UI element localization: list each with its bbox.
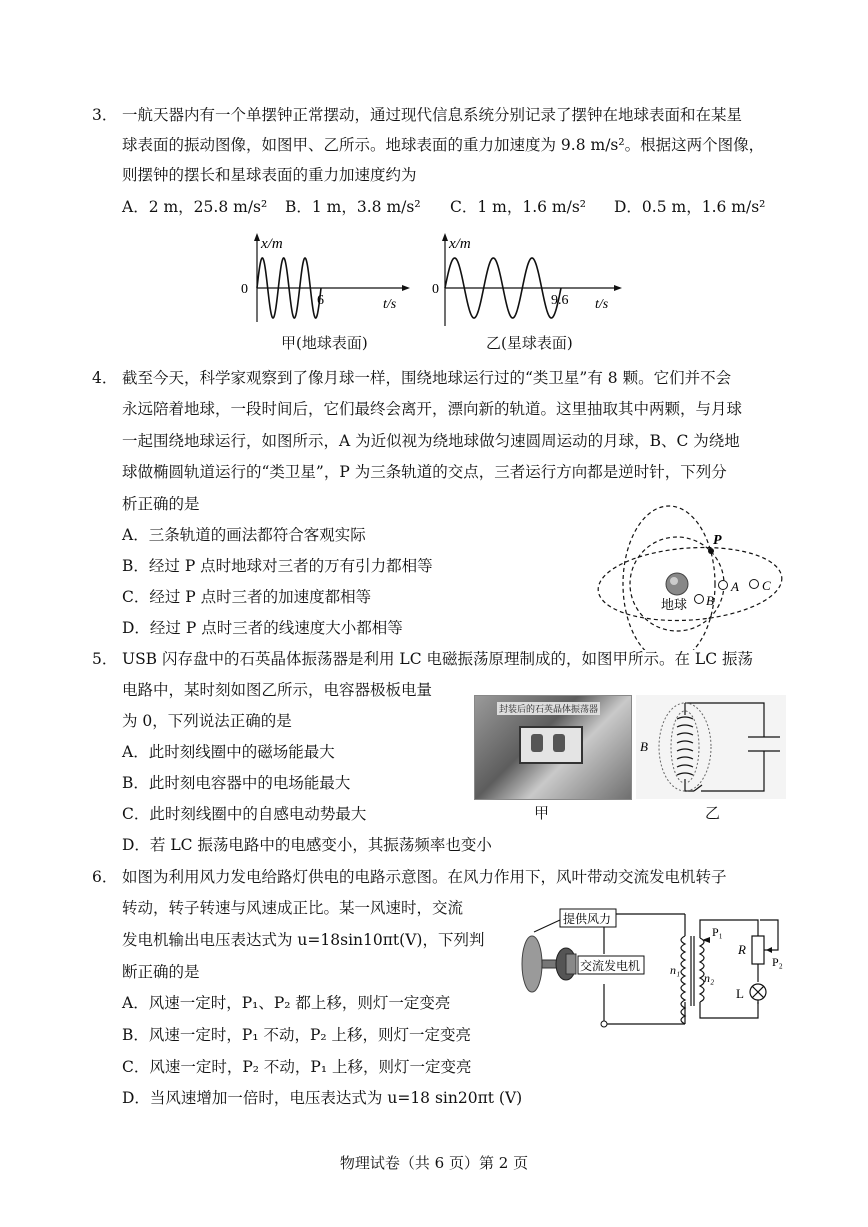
q6-option-c: C．风速一定时，P₂ 不动，P₁ 上移，则灯一定变亮	[122, 1058, 472, 1076]
q3-option-c: C．1 m，1.6 m/s²	[450, 198, 587, 216]
q6-n1-label: n₁	[670, 963, 681, 977]
q4-option-d: D．经过 P 点时三者的线速度大小都相等	[122, 619, 403, 637]
q6-option-d: D．当风速增加一倍时，电压表达式为 u=18 sin20πt (V)	[122, 1089, 523, 1107]
q3-graph1-ylabel: x/m	[261, 236, 283, 252]
q3-text-line2: 球表面的振动图像，如图甲、乙所示。地球表面的重力加速度为 9.8 m/s²。根据这两个图像，	[122, 136, 765, 154]
q5-number: 5．	[92, 650, 118, 668]
q6-option-a: A．风速一定时，P₁、P₂ 都上移，则灯一定变亮	[122, 994, 451, 1012]
q3-graph2-origin: 0	[432, 282, 439, 297]
q5-option-a: A．此时刻线圈中的磁场能最大	[122, 743, 335, 761]
q4-text-line4: 球做椭圆轨道运行的“类卫星”，P 为三条轨道的交点，三者运行方向都是逆时针，下列分	[122, 463, 727, 481]
q5-text-line3: 为 0，下列说法正确的是	[122, 712, 292, 730]
q4-option-a: A．三条轨道的画法都符合客观实际	[122, 526, 366, 544]
q4-text-line3: 一起围绕地球运行，如图所示，A 为近似视为绕地球做匀速圆周运动的月球，B、C 为绕地	[122, 432, 740, 450]
q3-number: 3．	[92, 106, 118, 124]
q5-caption-jia: 甲	[534, 804, 550, 822]
q5-text-line1: USB 闪存盘中的石英晶体振荡器是利用 LC 电磁振荡原理制成的，如图甲所示。在 LC 振荡	[122, 650, 754, 668]
q6-r-label: R	[738, 942, 746, 957]
q4-p-label: P	[713, 533, 722, 548]
q4-text-line5: 析正确的是	[122, 495, 200, 513]
q3-graph1-caption: 甲(地球表面)	[281, 334, 368, 352]
q5-text-line2: 电路中，某时刻如图乙所示，电容器极板电量	[122, 681, 433, 699]
q4-earth-label: 地球	[661, 597, 688, 612]
q6-text-line3: 发电机输出电压表达式为 u=18sin10πt(V)，下列判	[122, 931, 485, 949]
q5-option-b: B．此时刻电容器中的电场能最大	[122, 774, 351, 792]
q4-number: 4．	[92, 369, 118, 387]
q6-option-b: B．风速一定时，P₁ 不动，P₂ 上移，则灯一定变亮	[122, 1026, 472, 1044]
q6-text-line1: 如图为利用风力发电给路灯供电的电路示意图。在风力作用下，风叶带动交流发电机转子	[122, 868, 727, 886]
q3-graph-planet	[427, 230, 627, 330]
q3-graph-earth	[235, 230, 415, 330]
q4-option-b: B．经过 P 点时地球对三者的万有引力都相等	[122, 557, 433, 575]
q4-b-label: B	[706, 593, 714, 608]
q4-c-label: C	[762, 578, 771, 593]
q6-p1-label: P₁	[712, 925, 723, 939]
q3-graph1-tick: 6	[317, 293, 324, 308]
q5-option-d: D．若 LC 振荡电路中的电感变小，其振荡频率也变小	[122, 836, 492, 854]
q6-n2-label: n₂	[704, 971, 715, 985]
q5-caption-yi: 乙	[705, 804, 721, 822]
page-footer: 物理试卷（共 6 页）第 2 页	[339, 1154, 529, 1172]
q3-option-b: B．1 m，3.8 m/s²	[285, 198, 421, 216]
q6-text-line4: 断正确的是	[122, 963, 200, 981]
q3-option-a: A．2 m，25.8 m/s²	[122, 198, 268, 216]
q4-option-c: C．经过 P 点时三者的加速度都相等	[122, 588, 372, 606]
q3-graph2-xlabel: t/s	[595, 297, 609, 312]
q3-graph2-tick: 9.6	[551, 293, 569, 308]
q6-wind-circuit	[510, 906, 800, 1032]
q5-oscillator-photo	[474, 695, 632, 800]
q3-graph2-ylabel: x/m	[449, 236, 471, 252]
wind-turbine-icon	[522, 936, 576, 992]
q3-graph1-xlabel: t/s	[383, 297, 397, 312]
q3-option-d: D．0.5 m，1.6 m/s²	[614, 198, 766, 216]
q6-wind-label: 提供风力	[563, 912, 612, 926]
q5-option-c: C．此时刻线圈中的自感电动势最大	[122, 805, 367, 823]
q3-text-line1: 一航天器内有一个单摆钟正常摆动，通过现代信息系统分别记录了摆钟在地球表面和在某星	[122, 106, 743, 124]
q5-field-b-label: B	[640, 739, 648, 754]
q3-text-line3: 则摆钟的摆长和星球表面的重力加速度约为	[122, 166, 417, 184]
q3-graph2-caption: 乙(星球表面)	[486, 334, 573, 352]
q5-lc-circuit	[636, 695, 786, 799]
q6-generator-label: 交流发电机	[580, 959, 641, 973]
q3-graph1-origin: 0	[241, 282, 248, 297]
q6-lamp-label: L	[736, 986, 744, 1001]
q5-photo-label: 封装后的石英晶体振荡器	[497, 702, 600, 715]
q6-p2-label: P₂	[772, 955, 783, 969]
q4-a-label: A	[731, 579, 739, 594]
q4-text-line1: 截至今天，科学家观察到了像月球一样，围绕地球运行过的“类卫星”有 8 颗。它们并不会	[122, 369, 732, 387]
q4-orbit-figure	[585, 478, 785, 650]
q4-text-line2: 永远陪着地球，一段时间后，它们最终会离开，漂向新的轨道。这里抽取其中两颗，与月球	[122, 400, 743, 418]
q6-text-line2: 转动，转子转速与风速成正比。某一风速时，交流	[122, 899, 464, 917]
q6-number: 6．	[92, 868, 118, 886]
